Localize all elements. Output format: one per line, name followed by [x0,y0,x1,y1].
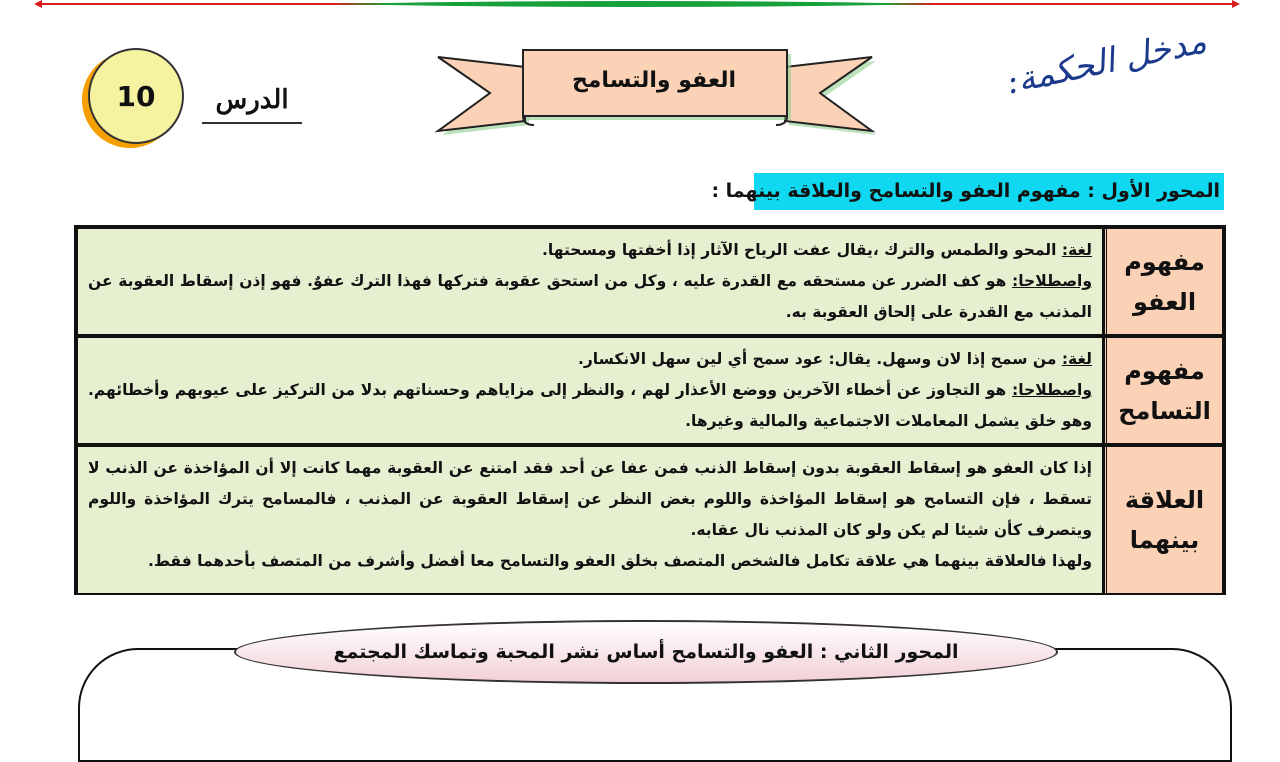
definition-text: هو التجاوز عن أخطاء الآخرين ووضع الأعذار لهم ، والنظر إلى مزاياهم وحسناتهم بدلا من التركيز على عيوبهم وأخطائهم. وهو خلق يشمل المعاملات الاجتماعية والمالية وغيرها. [88,381,1092,430]
term-label: واصطلاحا: [1012,381,1092,399]
definition-text: هو كف الضرر عن مستحقه مع القدرة عليه ، وكل من استحق عقوبة فتركها فهذا الترك عفوٌ. فهو إذن إسقاط العقوبة عن المذنب مع القدرة على إلحاق العقوبة به. [88,272,1092,321]
row-header: مفهوم العفو [1104,229,1222,334]
definitions-table [74,225,1226,595]
lesson-title: العفو والتسامح [571,67,737,93]
row-content [78,447,1102,593]
lesson-number: 10 [88,48,184,144]
table-row [76,336,1224,443]
row-content [78,229,1102,334]
term-label: لغة: [1061,241,1092,259]
term-label: لغة: [1061,350,1092,368]
row-header: العلاقة بينهما [1104,447,1222,593]
definition-line [88,344,1092,375]
table-row [76,227,1224,334]
axis2-heading: المحور الثاني : العفو والتسامح أساس نشر المحبة وتماسك المجتمع [234,620,1058,684]
definition-line [88,266,1092,328]
definition-text: المحو والطمس والترك ،يقال عفت الرياح الآثار إذا أخفتها ومسحتها. [542,241,1062,259]
title-ribbon [430,45,880,135]
relation-paragraph: إذا كان العفو هو إسقاط العقوبة بدون إسقاط الذنب فمن عفا عن أحد فقد امتنع عن العقوبة مهما كانت إلا أن المؤاخذة عن الذنب لا تسقط ، فإن التسامح هو إسقاط المؤاخذة واللوم بغض النظر عن إسقاط العقوبة عن المذنب ، فالمسامح يترك المؤاخذة واللوم ويتصرف كأن شيئا لم يكن ولو كان المذنب نال عقابه. [88,459,1092,539]
definition-line [88,375,1092,437]
row-header: مفهوم التسامح [1104,338,1222,443]
definition-line [88,235,1092,266]
intro-heading: مدخل الحكمة: [1002,21,1210,103]
axis1-heading: المحور الأول : مفهوم العفو والتسامح والعلاقة بينهما : [754,173,1224,210]
definition-text: من سمح إذا لان وسهل. يقال: عود سمح أي لين سهل الانكسار. [578,350,1062,368]
row-content [78,338,1102,443]
table-row [76,445,1224,593]
relation-paragraph: ولهذا فالعلاقة بينهما هي علاقة تكامل فالشخص المتصف بخلق العفو والتسامح معا أفضل وأشرف من المتصف بأحدهما فقط. [147,552,1092,570]
lesson-label: الدرس [202,82,302,124]
term-label: واصطلاحا: [1012,272,1092,290]
top-decorative-bar [34,0,1240,8]
